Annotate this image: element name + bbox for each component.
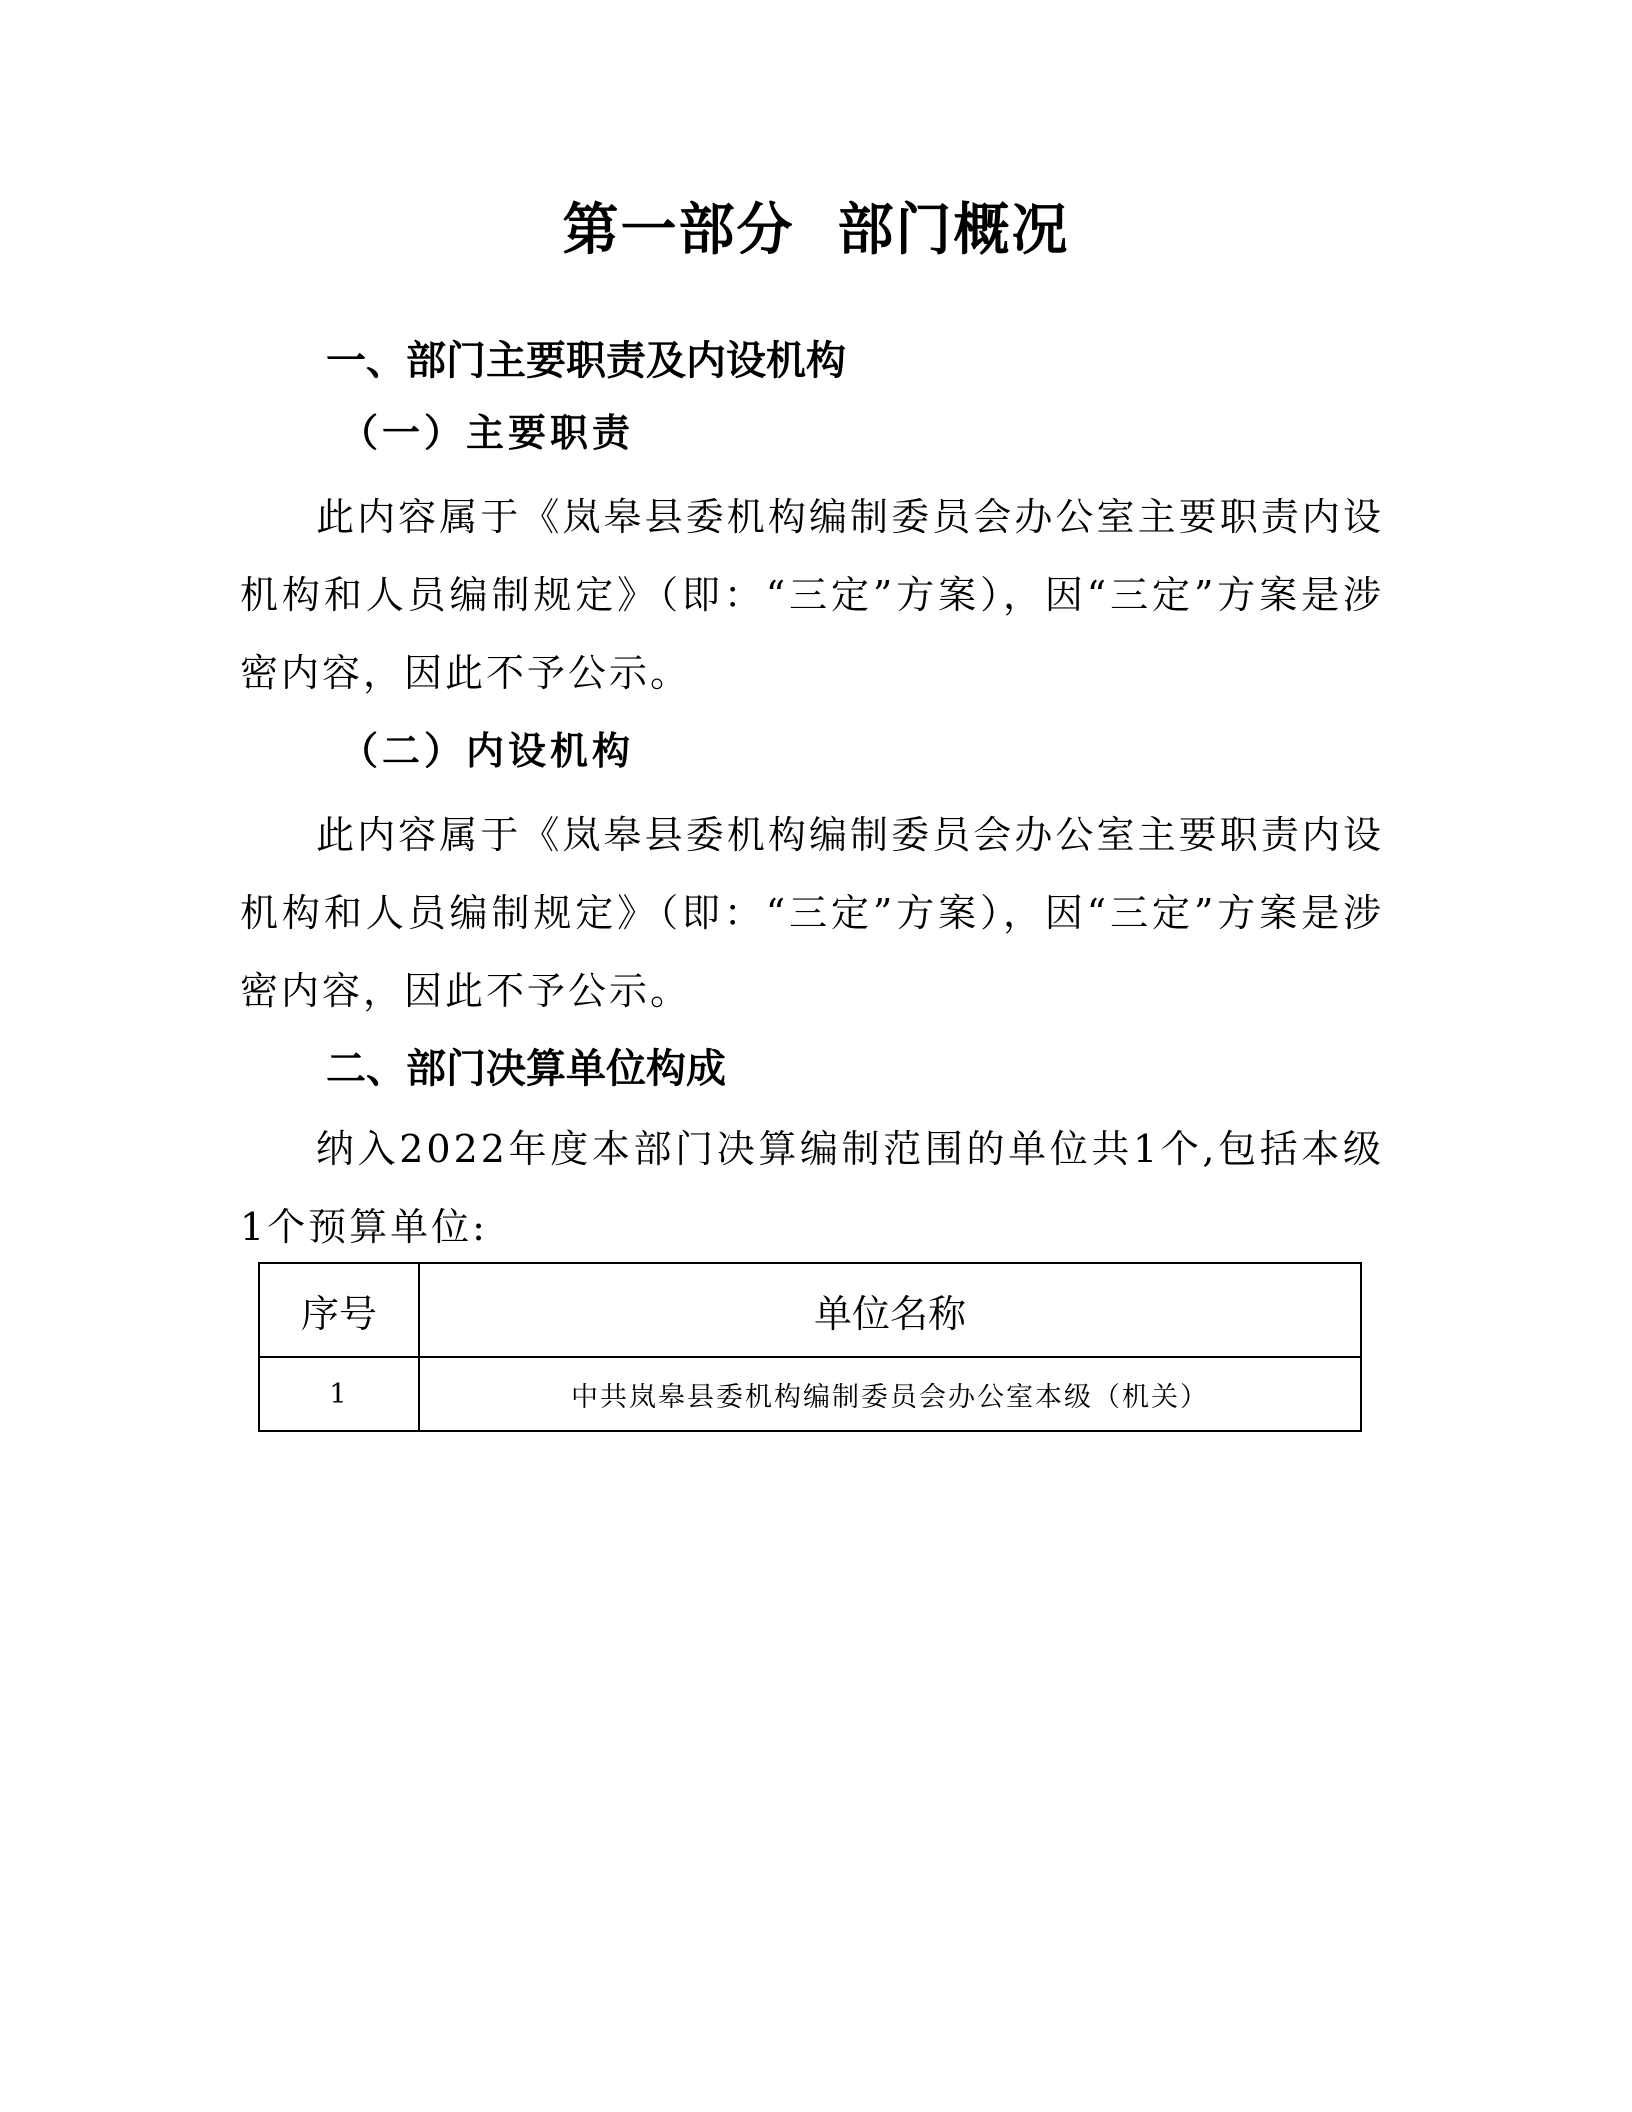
table-header-row xyxy=(259,1263,1361,1357)
cell-unit-name: 中共岚皋县委机构编制委员会办公室本级（机关） xyxy=(419,1357,1361,1431)
header-unit-name: 单位名称 xyxy=(419,1263,1361,1357)
page-title: 第一部分 部门概况 xyxy=(562,198,1070,263)
unit-table xyxy=(258,1262,1362,1432)
section-heading-units: 二、部门决算单位构成 xyxy=(326,1046,726,1092)
section-heading-duties: 一、部门主要职责及内设机构 xyxy=(326,338,846,384)
cell-seq: 1 xyxy=(259,1357,419,1431)
paragraph-internal-org: 此内容属于《岚皋县委机构编制委员会办公室主要职责内设机构和人员编制规定》（即：“三定”方案），因“三定”方案是涉密内容，因此不予公示。 xyxy=(240,813,1384,1013)
table-row xyxy=(259,1357,1361,1431)
header-seq: 序号 xyxy=(259,1263,419,1357)
paragraph-units: 纳入2022年度本部门决算编制范围的单位共1个,包括本级1个预算单位: xyxy=(240,1127,1384,1249)
subsection-heading-internal-org: （二）内设机构 xyxy=(340,728,635,773)
subsection-heading-main-duties: （一）主要职责 xyxy=(340,410,635,455)
paragraph-main-duties: 此内容属于《岚皋县委机构编制委员会办公室主要职责内设机构和人员编制规定》（即：“三定”方案），因“三定”方案是涉密内容，因此不予公示。 xyxy=(240,495,1384,695)
